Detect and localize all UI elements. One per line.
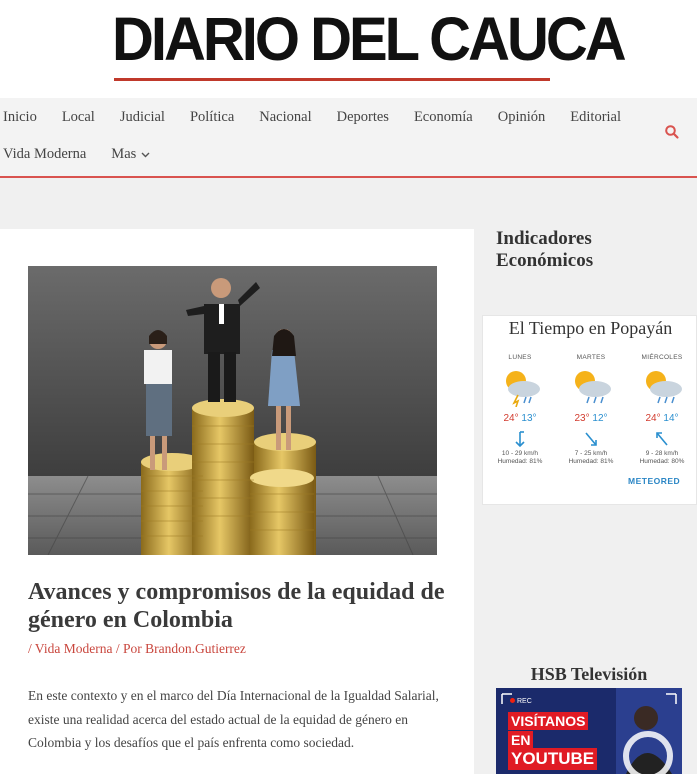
nav-item-mas[interactable] <box>111 146 150 163</box>
weather-temps <box>556 413 626 424</box>
youtube-banner[interactable] <box>496 688 682 774</box>
weather-humidity: Humedad: 80% <box>639 458 685 465</box>
weather-day <box>627 354 697 465</box>
nav-item-opinion[interactable]: Opinión <box>497 108 546 125</box>
article-title[interactable]: Avances y compromisos de la equidad de género en Colombia <box>28 579 445 633</box>
wind-arrow-icon <box>513 430 527 448</box>
rec-text: REC <box>517 698 532 705</box>
nav-item-local[interactable]: Local <box>61 108 95 125</box>
rec-label <box>510 698 532 705</box>
temp-min: 12° <box>592 413 608 424</box>
hsb-title: HSB Televisión <box>530 664 648 684</box>
nav-row-1 <box>0 106 643 128</box>
nav-item-judicial[interactable]: Judicial <box>119 108 165 125</box>
nav-item-politica[interactable]: Política <box>189 108 235 125</box>
nav-row-2 <box>0 143 172 165</box>
banner-line-1: VISÍTANOS <box>508 712 588 730</box>
meta-separator: / Por <box>112 641 146 656</box>
nav-item-economia[interactable]: Economía <box>413 108 473 125</box>
temp-max: 24° <box>645 413 661 424</box>
temp-min: 13° <box>521 413 537 424</box>
weather-day <box>556 354 626 465</box>
nav-item-mas-label: Mas <box>111 145 137 162</box>
site-logo[interactable] <box>112 2 624 84</box>
article-meta <box>28 641 246 657</box>
chevron-down-icon <box>141 149 150 161</box>
storm-cloud-icon <box>498 367 542 407</box>
logo-text: DIARIO DEL CAUCA <box>112 5 624 74</box>
wind-arrow-icon <box>655 430 669 448</box>
nav-item-vida-moderna[interactable]: Vida Moderna <box>3 145 87 162</box>
meta-separator: / <box>28 641 35 656</box>
rec-dot-icon <box>510 698 515 703</box>
main-nav <box>0 98 697 178</box>
search-icon[interactable] <box>664 124 680 140</box>
weather-wind: 10 - 29 km/h <box>501 450 539 457</box>
temp-min: 14° <box>663 413 679 424</box>
article-category-link[interactable]: Vida Moderna <box>34 641 113 656</box>
weather-wind: 9 - 28 km/h <box>645 450 679 457</box>
weather-day <box>485 354 555 465</box>
weather-widget[interactable] <box>482 315 697 505</box>
logo-underline <box>114 78 550 81</box>
indicators-title-line1: Indicadores <box>496 228 592 249</box>
nav-item-editorial[interactable]: Editorial <box>570 108 622 125</box>
temp-max: 23° <box>574 413 590 424</box>
weather-temps <box>485 413 555 424</box>
banner-line-3: YOUTUBE <box>508 748 597 770</box>
indicators-title-line2: Económicos <box>496 250 594 271</box>
weather-day-name: MIÉRCOLES <box>641 354 683 361</box>
nav-item-nacional[interactable]: Nacional <box>259 108 312 125</box>
weather-wind: 7 - 25 km/h <box>574 450 608 457</box>
weather-humidity: Humedad: 81% <box>568 458 614 465</box>
temp-max: 24° <box>503 413 519 424</box>
article-card <box>0 229 474 774</box>
article-image[interactable] <box>28 266 437 555</box>
nav-item-inicio[interactable]: Inicio <box>3 108 37 125</box>
article-excerpt: En este contexto y en el marco del Día Internacional de la Igualdad Salarial, existe una realidad acerca del estado actual de la equidad de género en Colombia y los desafíos que el país enfrenta como sociedad. <box>28 688 439 750</box>
article-author-link[interactable]: Brandon.Gutierrez <box>145 641 246 656</box>
weather-day-name: LUNES <box>508 354 532 361</box>
site-header <box>0 0 697 98</box>
rain-cloud-icon <box>640 367 684 407</box>
banner-line-2: EN <box>508 731 533 749</box>
rain-cloud-icon <box>569 367 613 407</box>
indicators-title <box>496 228 593 272</box>
weather-humidity: Humedad: 81% <box>497 458 543 465</box>
wind-arrow-icon <box>584 430 598 448</box>
weather-title: El Tiempo en Popayán <box>508 318 673 338</box>
nav-item-deportes[interactable]: Deportes <box>336 108 389 125</box>
meteored-brand[interactable]: METEORED <box>628 476 681 486</box>
weather-temps <box>627 413 697 424</box>
weather-day-name: MARTES <box>576 354 606 361</box>
